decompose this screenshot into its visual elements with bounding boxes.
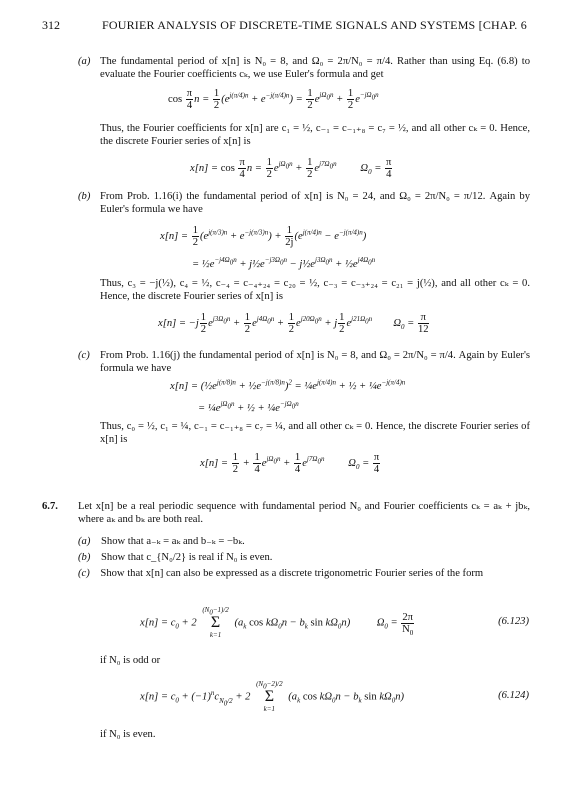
part-b-intro: From Prob. 1.16(i) the fundamental period of x[n] is N₀ = 24, and Ω₀ = 2π/N₀ = π/12. Again by Euler's formula we have (100, 191, 530, 216)
part-c-label: (c) (78, 350, 90, 361)
running-title: FOURIER ANALYSIS OF DISCRETE-TIME SIGNALS AND SYSTEMS [CHAP. 6 (102, 18, 527, 32)
part-a-equation-1: cos $\frac{\pi}{4}$ n = $\frac{1}{2}$ $(e^{j(\pi/4)n} + e^{-j(\pi/4)n})$ = $\frac{1}{2}$ $e^{j\Omega_0n}$ + $\frac{1}{2}$ $e^{-j\Omega_0n}$ (168, 88, 379, 111)
text-if-odd: if N₀ is odd or (100, 655, 161, 666)
problem-part-c-text: Show that x[n] can also be expressed as a discrete trigonometric Fourier series of the form (100, 568, 484, 579)
part-b-equation-1: x[n] = $\frac{1}{2}$ $(e^{j(\pi/3)n} + e^{-j(\pi/3)n})$ + $\frac{1}{2j}$ $(e^{j(\pi/4)n} - e^{-j(\pi/4)n})$ (160, 225, 367, 248)
problem-number: 6.7. (42, 501, 58, 512)
part-b-equation-2: = $\frac{1}{2}e^{-j4\Omega_0n}$ + $j\frac{1}{2}e^{-j3\Omega_0n}$ − $j\frac{1}{2}e^{j3\Omega_0n}$ + $\frac{1}{2}e^{j4\Omega_0n}$ (192, 256, 376, 270)
problem-part-b-text: Show that c_{N₀/2} is real if N₀ is even. (101, 552, 273, 563)
problem-part-a-label: (a) (78, 536, 91, 547)
part-b-coefficients-text: Thus, c₃ = −j(½), c₄ = ½, c₋₄ = c₋₄₊₂₄ = c₂₀ = ½, c₋₃ = c₋₃₊₂₄ = c₂₁ = j(½), and all other cₖ = 0. Hence, the discrete Fourier series of x[n] is (100, 278, 530, 303)
page-header (42, 18, 533, 34)
part-a-label: (a) (78, 56, 91, 67)
text-if-even: if N₀ is even. (100, 729, 156, 740)
part-a-intro: The fundamental period of x[n] is N₀ = 8, and Ω₀ = 2π/N₀ = π/4. Rather than using Eq. (6.8) to evaluate the Fourier coefficients cₖ, we use Euler's formula and get (100, 56, 530, 81)
problem-part-c (78, 567, 530, 580)
page-number: 312 (42, 18, 60, 32)
equation-6-124: $x[n] = c_0 + (-1)^nc_{N_0/2} + 2$ $(N_0-2)/2$ Σ k=1 ($a_k$ $\cos k\Omega_0n - b_k$ $\sin k\Omega_0n$) (140, 680, 405, 713)
problem-statement: Let x[n] be a real periodic sequence with fundamental period N₀ and Fourier coefficients cₖ = aₖ + jbₖ, where aₖ and bₖ are both real. (78, 501, 530, 526)
equation-6-123-tag: (6.123) (498, 616, 529, 627)
problem-part-b-label: (b) (78, 552, 91, 563)
problem-part-a (78, 535, 245, 548)
problem-part-a-text: Show that a₋ₖ = aₖ and b₋ₖ = −bₖ. (101, 536, 245, 547)
part-a-coefficients-text: Thus, the Fourier coefficients for x[n] are c₁ = ½, c₋₁ = c₋₁₊₈ = c₇ = ½, and all other cₖ = 0. Hence, the discrete Fourier series of x[n] is (100, 123, 530, 148)
equation-6-124-tag: (6.124) (498, 690, 529, 701)
part-c-equation-2: = $\frac{1}{4}e^{j\Omega_0n}$ + ½ + $\frac{1}{4}e^{-j\Omega_0n}$ (198, 400, 299, 414)
part-b-label: (b) (78, 191, 91, 202)
part-c-coefficients-text: Thus, c₀ = ½, c₁ = ¼, c₋₁ = c₋₁₊₈ = c₇ = ¼, and all other cₖ = 0. Hence, the discrete Fourier series of x[n] is (100, 421, 530, 446)
part-c-intro: From Prob. 1.16(j) the fundamental period of x[n] is N₀ = 8, and Ω₀ = 2π/N₀ = π/4. Again by Euler's formula we have (100, 350, 530, 375)
part-c-equation-3: x[n] = $\frac{1}{2}$ + $\frac{1}{4}$ $e^{j\Omega_0n}$ + $\frac{1}{4}$ $e^{j7\Omega_0n}$ $\Omega_0$ = $\frac{\pi}{4}$ (200, 452, 380, 475)
problem-part-c-label: (c) (78, 568, 90, 579)
part-c-equation-1: $x[n] = (\frac{1}{2}e^{j(\pi/8)n}$ + $\frac{1}{2}e^{-j(\pi/8)n})^2$ = $\frac{1}{4}e^{j(\pi/4)n}$ + ½ + $\frac{1}{4}e^{-j(\pi/4)n}$ (170, 378, 406, 392)
equation-6-123: $x[n] = c_0 + 2$ $(N_0-1)/2$ Σ k=1 ($a_k$ $\cos k\Omega_0n - b_k$ $\sin k\Omega_0n$) $\Omega_0$ = $\frac{2\pi}{N_0}$ (140, 606, 414, 639)
problem-part-b (78, 551, 272, 564)
part-b-equation-3: x[n] = −j $\frac{1}{2}$ $e^{j3\Omega_0n}$ + $\frac{1}{2}$ $e^{j4\Omega_0n}$ + $\frac{1}{2}$ $e^{j20\Omega_0n} + j$ $\frac{1}{2}$ $e^{j21\Omega_0n}$ $\Omega_0$ = $\frac{\pi}{12}$ (158, 312, 429, 335)
part-a-equation-2: x[n] = cos $\frac{\pi}{4}$ n = $\frac{1}{2}$ $e^{j\Omega_0n}$ + $\frac{1}{2}$ $e^{j7\Omega_0n}$ $\Omega_0$ = $\frac{\pi}{4}$ (190, 157, 392, 180)
